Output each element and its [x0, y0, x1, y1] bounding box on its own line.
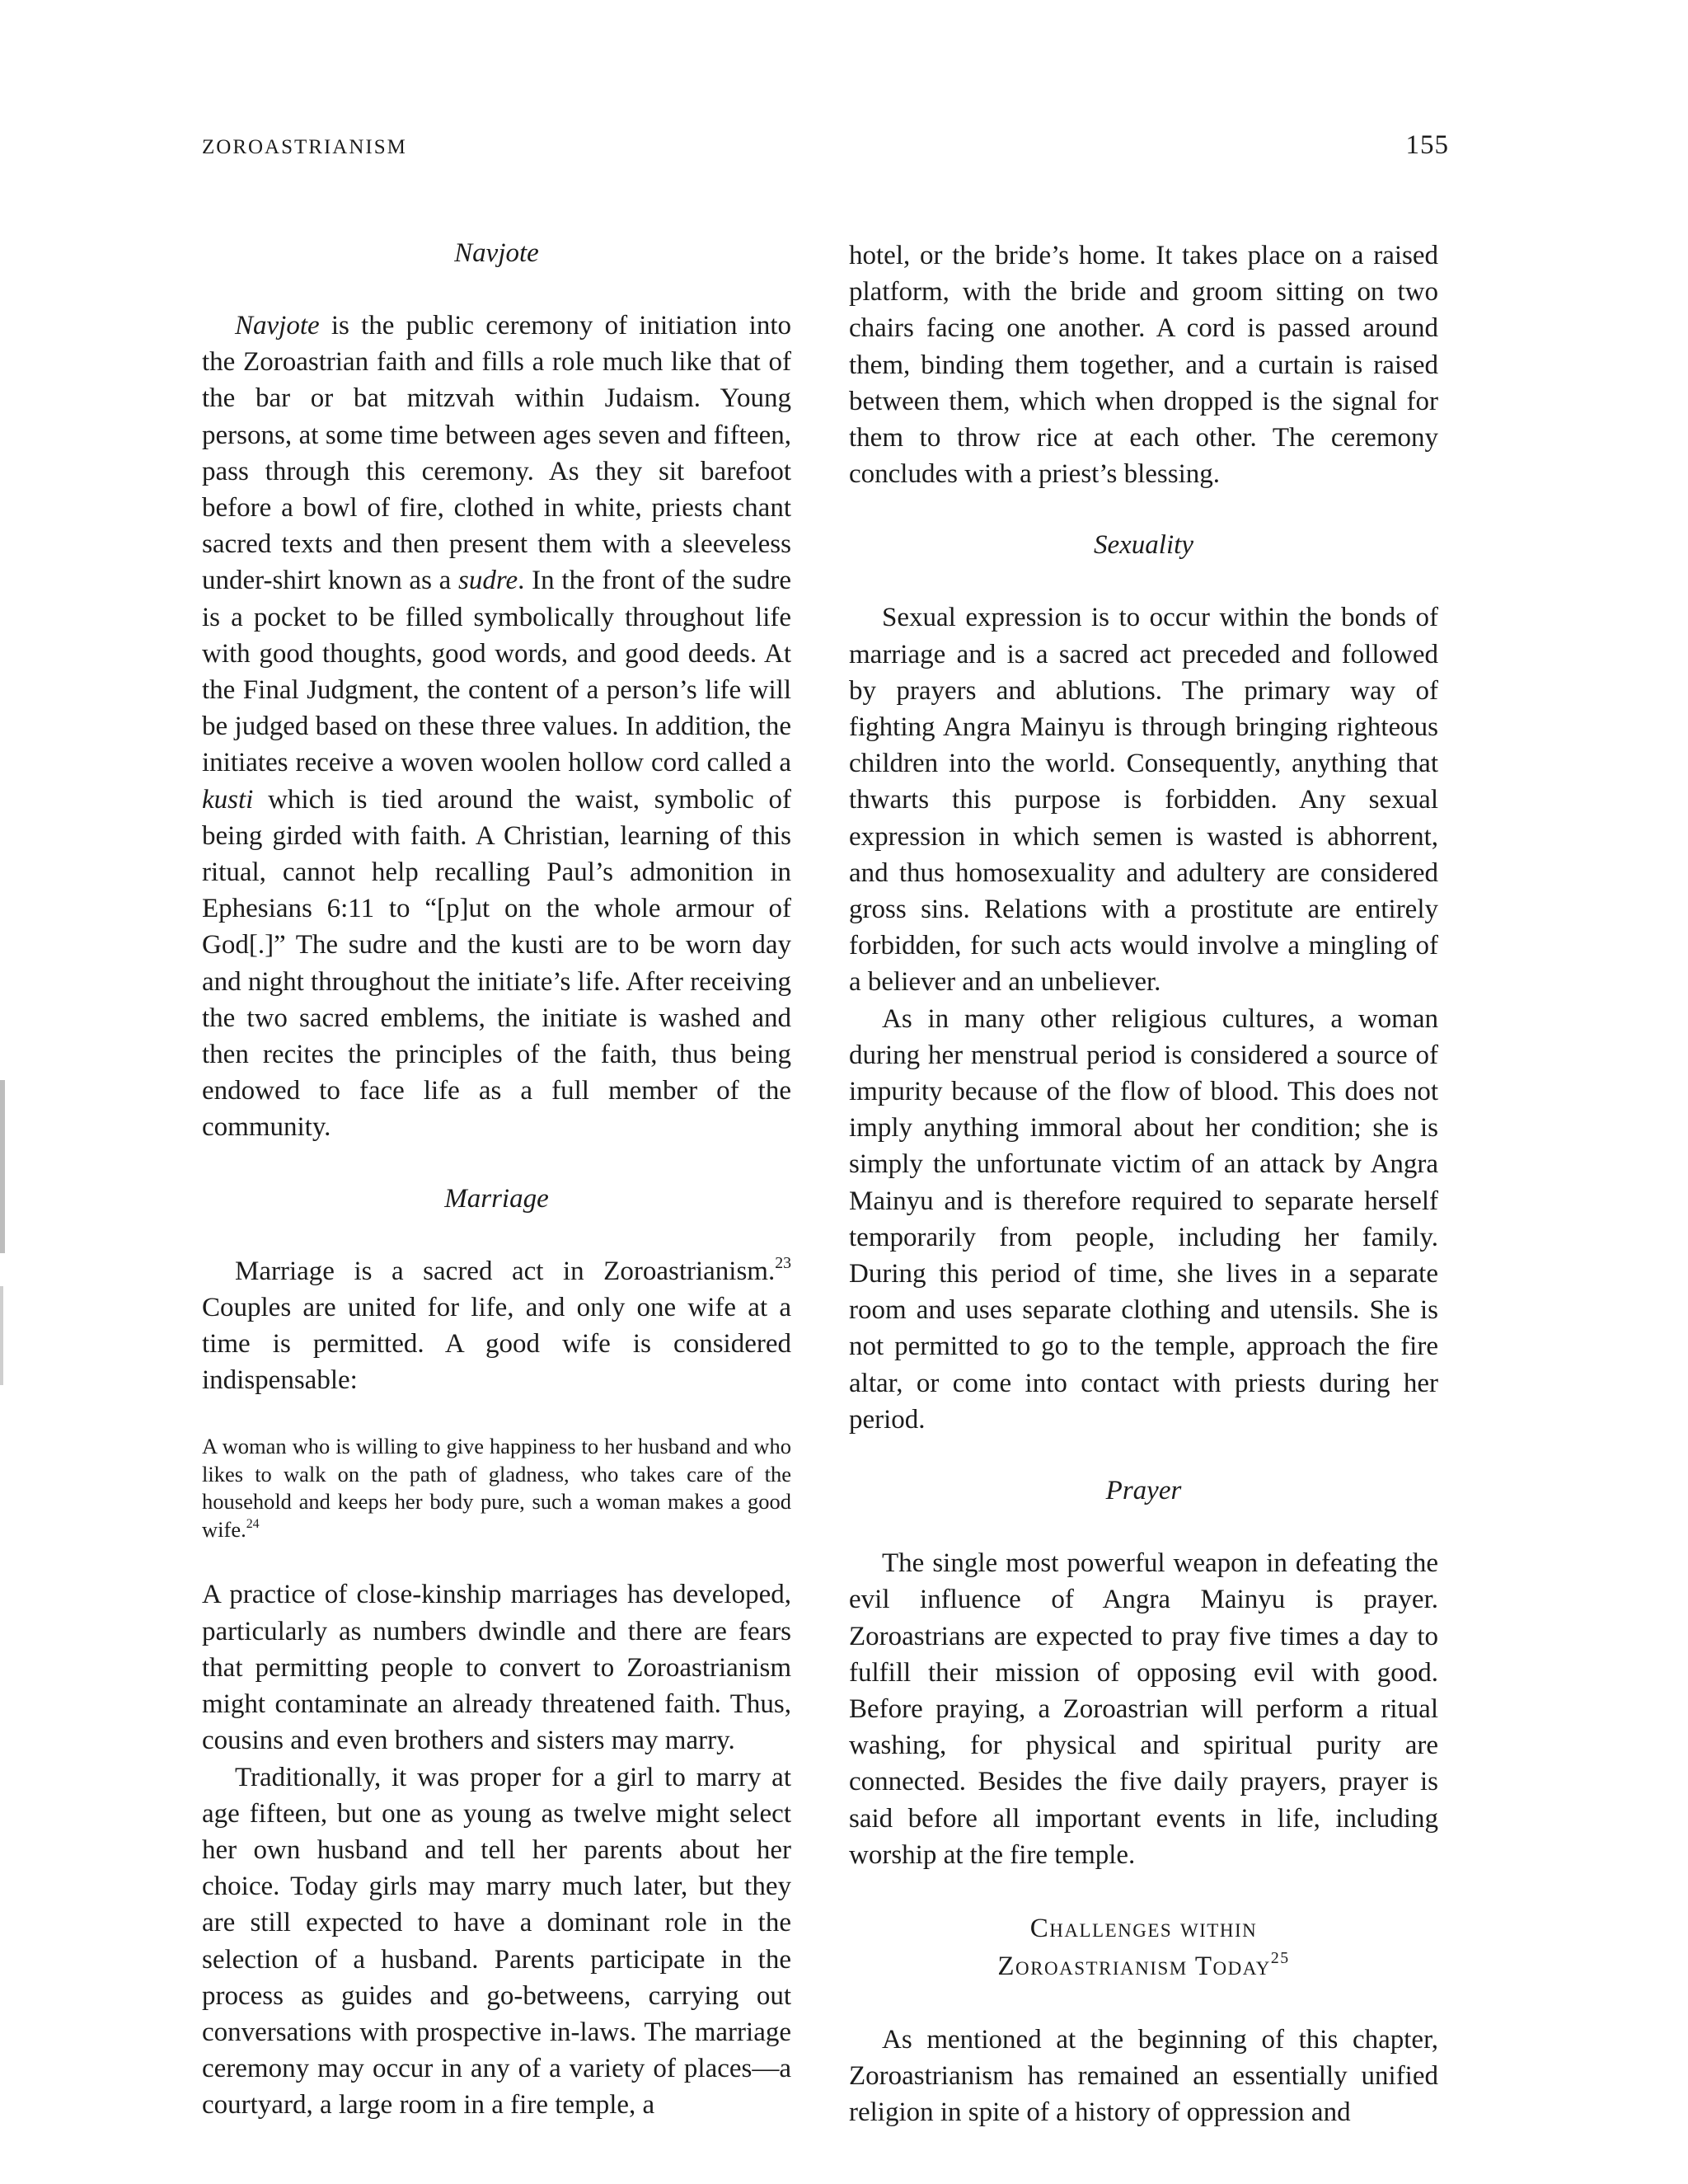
paragraph-navjote — [202, 308, 791, 1146]
paragraph-marriage-tradition: Traditionally, it was proper for a girl to marry at age fifteen, but one as young as twelve might select her own husband and tell her parents about her choice. Today girls may marry much later, but they are still expected to have a dominant role in the selection of a husband. Parents participate in the process as guides and go-betweens, carrying out conversations with prospective in-laws. The marriage ceremony may occur in any of a variety of places—a courtyard, a large room in a fire temple, a — [202, 1762, 791, 2121]
term-sudre: sudre — [458, 566, 518, 596]
paragraph-marriage-continued: hotel, or the bride’s home. It takes place on a raised platform, with the bride and groom sitting on two chairs facing one another. A cord is passed around them, binding them together, and a curtain is raised between them, which when dropped is the signal for them to throw rice at each other. The ceremony concludes with a priest’s blessing. — [849, 241, 1438, 490]
left-column — [202, 235, 791, 2124]
term-kusti: kusti — [202, 784, 254, 815]
running-head — [202, 130, 1449, 161]
right-column — [849, 237, 1438, 2131]
scan-edge-mark — [0, 1080, 5, 1253]
section-heading-marriage: Marriage — [444, 1183, 549, 1214]
paragraph-marriage-intro — [202, 1253, 791, 1399]
text-run: Marriage is a sacred act in Zoroastrianism. — [235, 1256, 776, 1286]
section-heading-prayer: Prayer — [1105, 1476, 1182, 1506]
running-head-title: ZOROASTRIANISM — [202, 136, 407, 158]
text-run: is the public ceremony of initiation into the Zoroastrian faith and fills a role much like that of the bar or bat mitzvah within Judaism. Young persons, at some time between ages seven and fifteen, pass through this ceremony. As they sit barefoot before a bowl of fire, clothed in white, priests chant sacred texts and then present them with a sleeveless under-shirt known as a — [202, 311, 791, 596]
heading-line: Zoroastrianism Today — [997, 1951, 1271, 1981]
section-heading-navjote: Navjote — [454, 238, 539, 268]
paragraph-marriage-kinship: A practice of close-kinship marriages has developed, particularly as numbers dwindle and there are fears that permitting people to convert to Zoroastrianism might contaminate an already threatened faith. Thus, cousins and even brothers and sisters may marry. — [202, 1580, 791, 1756]
paragraph-sexuality-1: Sexual expression is to occur within the bonds of marriage and is a sacred act preceded and followed by prayers and ablutions. The primary way of fighting Angra Mainyu is through bringing righteous children into the world. Consequently, anything that thwarts this purpose is forbidden. Any sexual expression in which semen is wasted is abhorrent, and thus homosexuality and adultery are considered gross sins. Relations with a prostitute are entirely forbidden, for such acts would involve a mingling of a believer and an unbeliever. — [849, 603, 1438, 998]
text-run: . In the front of the sudre is a pocket to be filled symbolically throughout life with good thoughts, good words, and good deeds. At the Final Judgment, the content of a person’s life will be judged based on these three values. In addition, the initiates receive a woven woolen hollow cord called a — [202, 566, 791, 778]
scan-edge-mark — [0, 1286, 3, 1385]
page-number: 155 — [1405, 130, 1449, 160]
paragraph-sexuality-2: As in many other religious cultures, a woman during her menstrual period is considered a source of impurity because of the flow of blood. This does not imply anything immoral about her condition; she is simply the unfortunate victim of an attack by Angra Mainyu and is therefore required to separate herself temporarily from people, including her family. During this period of time, she lives in a separate room and uses separate clothing and utensils. She is not permitted to go to the temple, approach the fire altar, or come into contact with priests during her period. — [849, 1003, 1438, 1435]
footnote-ref: 23 — [775, 1253, 791, 1272]
footnote-ref: 25 — [1270, 1949, 1290, 1968]
section-heading-challenges — [849, 1909, 1438, 1985]
quote-text: A woman who is willing to give happiness to her husband and who likes to walk on the path of gladness, who takes care of the household and keeps her body pure, such a woman makes a good wife. — [202, 1434, 791, 1542]
text-run: which is tied around the waist, symbolic of being girded with faith. A Christian, learning of this ritual, cannot help recalling Paul’s admonition in Ephesians 6:11 to “[p]ut on the whole armour of God[.]” The sudre and the kusti are to be worn day and night throughout the initiate’s life. After receiving the two sacred emblems, the initiate is washed and then recites the principles of the faith, thus being endowed to face life as a full member of the community. — [202, 784, 791, 1143]
paragraph-challenges: As mentioned at the beginning of this chapter, Zoroastrianism has remained an essentially unified religion in spite of a history of oppression and — [849, 2024, 1438, 2128]
heading-line: Challenges within — [1029, 1913, 1258, 1943]
paragraph-prayer: The single most powerful weapon in defeating the evil influence of Angra Mainyu is prayer. Zoroastrians are expected to pray five times a day to fulfill their mission of opposing evil with good. Before praying, a Zoroastrian will perform a ritual washing, for physical and spiritual purity are connected. Besides the five daily prayers, prayer is said before all important events in life, including worship at the fire temple. — [849, 1548, 1438, 1870]
section-heading-sexuality: Sexuality — [1094, 530, 1193, 561]
footnote-ref: 24 — [246, 1516, 260, 1531]
block-quote — [202, 1433, 791, 1543]
term-navjote: Navjote — [235, 311, 320, 341]
text-run: Couples are united for life, and only one wife at a time is permitted. A good wife is considered indispensable: — [202, 1292, 791, 1396]
